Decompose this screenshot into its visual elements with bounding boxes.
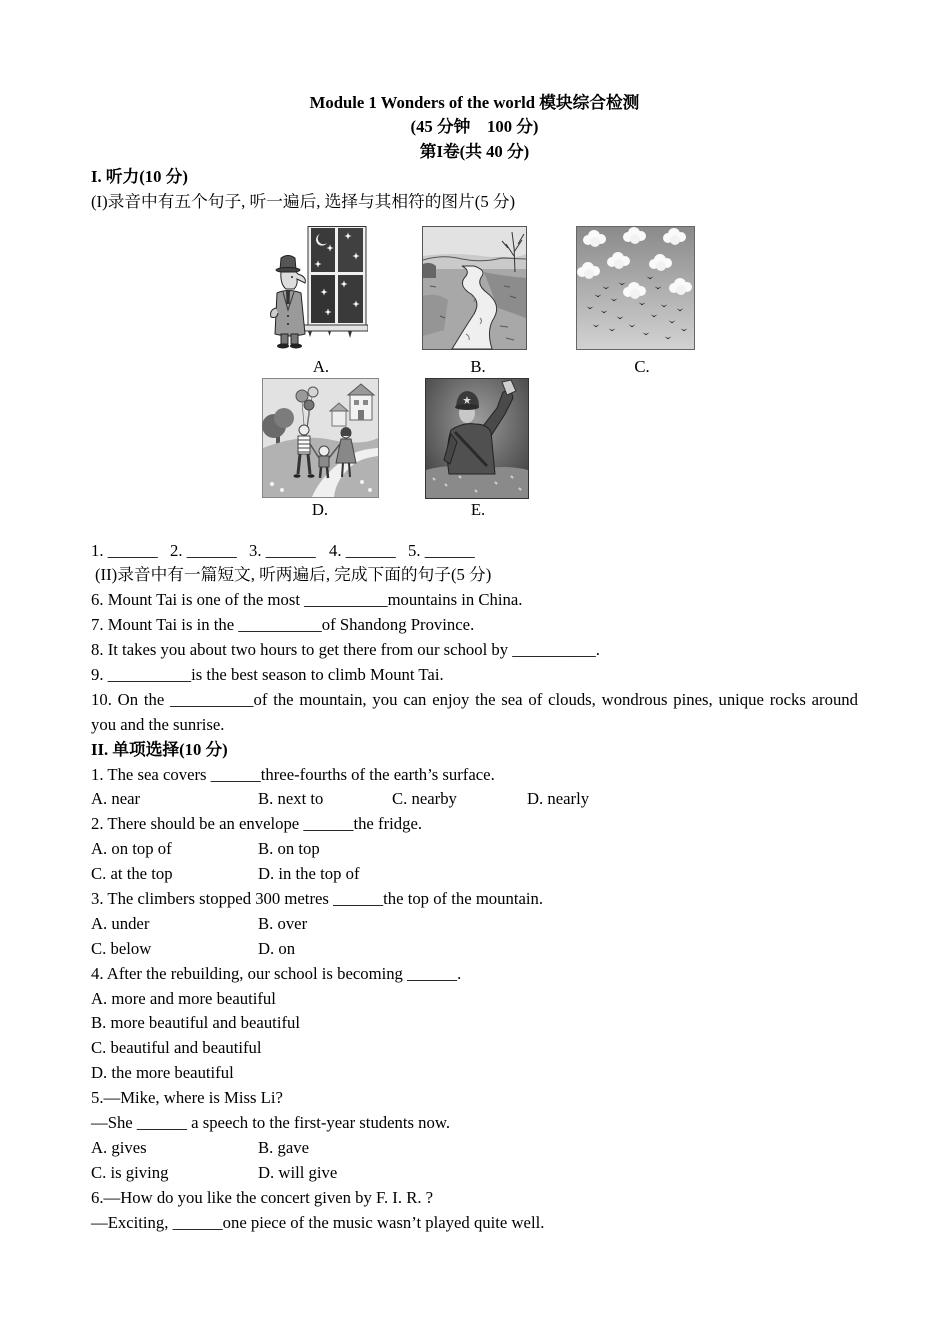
sentence-10-line-1: 10. On the __________of the mountain, you can enjoy the sea of clouds, wondrous pines, unique rocks around <box>91 689 858 709</box>
listening-part1-instruction: (I)录音中有五个句子, 听一遍后, 选择与其相符的图片(5 分) <box>91 192 516 212</box>
sentence-6: 6. Mount Tai is one of the most __________mountains in China. <box>91 590 523 610</box>
answer-blank-5: 5. ______ <box>408 540 475 560</box>
time-and-score: (45 分钟 100 分) <box>410 117 539 137</box>
man-at-night-window-picture <box>268 226 368 350</box>
multiple-choice-heading: II. 单项选择(10 分) <box>91 739 228 759</box>
question-6-stem-line-1: 6.—How do you like the concert given by F. I. R. ? <box>91 1187 434 1207</box>
option-d: D. in the top of <box>258 864 360 884</box>
question-3-stem: 3. The climbers stopped 300 metres ______the top of the mountain. <box>91 888 544 908</box>
question-3-options-row-2 <box>91 937 858 962</box>
text-column <box>91 91 858 1236</box>
picture-label-d: D. <box>311 499 329 519</box>
sky <box>423 227 526 257</box>
answer-blank-1: 1. ______ <box>91 540 158 560</box>
question-5-stem-line-2: —She ______ a speech to the first-year students now. <box>91 1112 451 1132</box>
option-d: D. nearly <box>527 789 590 809</box>
winding-river-landscape-picture <box>422 226 527 350</box>
question-2-stem: 2. There should be an envelope ______the fridge. <box>91 814 423 834</box>
picture-options <box>91 215 858 539</box>
sentence-9: 9. __________is the best season to climb Mount Tai. <box>91 664 444 684</box>
option-a: A. gives <box>91 1137 147 1157</box>
answer-blanks-row <box>91 539 858 564</box>
answer-blank-3: 3. ______ <box>249 540 316 560</box>
option-d: D. the more beautiful <box>91 1063 234 1083</box>
soldier-waving-picture <box>425 378 529 499</box>
question-2-options-row-1 <box>91 837 858 862</box>
option-b: B. next to <box>258 789 324 809</box>
question-5-options-row-1 <box>91 1136 858 1161</box>
answer-blank-2: 2. ______ <box>170 540 237 560</box>
option-c: C. nearby <box>392 789 457 809</box>
picture-label-e: E. <box>470 499 486 519</box>
sentence-10-line-2: you and the sunrise. <box>91 714 225 734</box>
question-5-options-row-2 <box>91 1161 858 1186</box>
listening-heading: I. 听力(10 分) <box>91 167 188 187</box>
option-c: C. beautiful and beautiful <box>91 1038 262 1058</box>
question-5-stem-line-1: 5.—Mike, where is Miss Li? <box>91 1088 283 1108</box>
option-a: A. more and more beautiful <box>91 988 276 1008</box>
option-d: D. will give <box>258 1162 338 1182</box>
question-1-options <box>91 787 858 812</box>
question-2-options-row-2 <box>91 862 858 887</box>
picture-label-c: C. <box>634 356 650 376</box>
night-window <box>308 227 366 326</box>
option-c: C. below <box>91 938 152 958</box>
part-heading: 第I卷(共 40 分) <box>419 142 530 162</box>
question-3-options-row-1 <box>91 912 858 937</box>
birds-and-clouds-picture <box>576 226 695 350</box>
question-1-stem: 1. The sea covers ______three-fourths of the earth’s surface. <box>91 764 495 784</box>
option-d: D. on <box>258 938 296 958</box>
answer-blank-4: 4. ______ <box>329 540 396 560</box>
option-b: B. gave <box>258 1137 309 1157</box>
option-b: B. more beautiful and beautiful <box>91 1013 300 1033</box>
listening-part2-instruction: (II)录音中有一篇短文, 听两遍后, 完成下面的句子(5 分) <box>95 565 492 585</box>
picture-label-a: A. <box>312 356 330 376</box>
option-c: C. at the top <box>91 864 173 884</box>
question-6-stem-line-2: —Exciting, ______one piece of the music wasn’t played quite well. <box>91 1212 545 1232</box>
sentence-8: 8. It takes you about two hours to get there from our school by __________. <box>91 640 600 660</box>
option-a: A. on top of <box>91 839 172 859</box>
page-title: Module 1 Wonders of the world 模块综合检测 <box>309 92 640 112</box>
picture-label-b: B. <box>470 356 486 376</box>
option-b: B. over <box>258 913 308 933</box>
family-outing-picture <box>262 378 379 498</box>
option-a: A. near <box>91 789 141 809</box>
option-c: C. is giving <box>91 1162 169 1182</box>
sentence-7: 7. Mount Tai is in the __________of Shandong Province. <box>91 615 475 635</box>
question-4-stem: 4. After the rebuilding, our school is becoming ______. <box>91 963 462 983</box>
option-a: A. under <box>91 913 150 933</box>
option-b: B. on top <box>258 839 320 859</box>
